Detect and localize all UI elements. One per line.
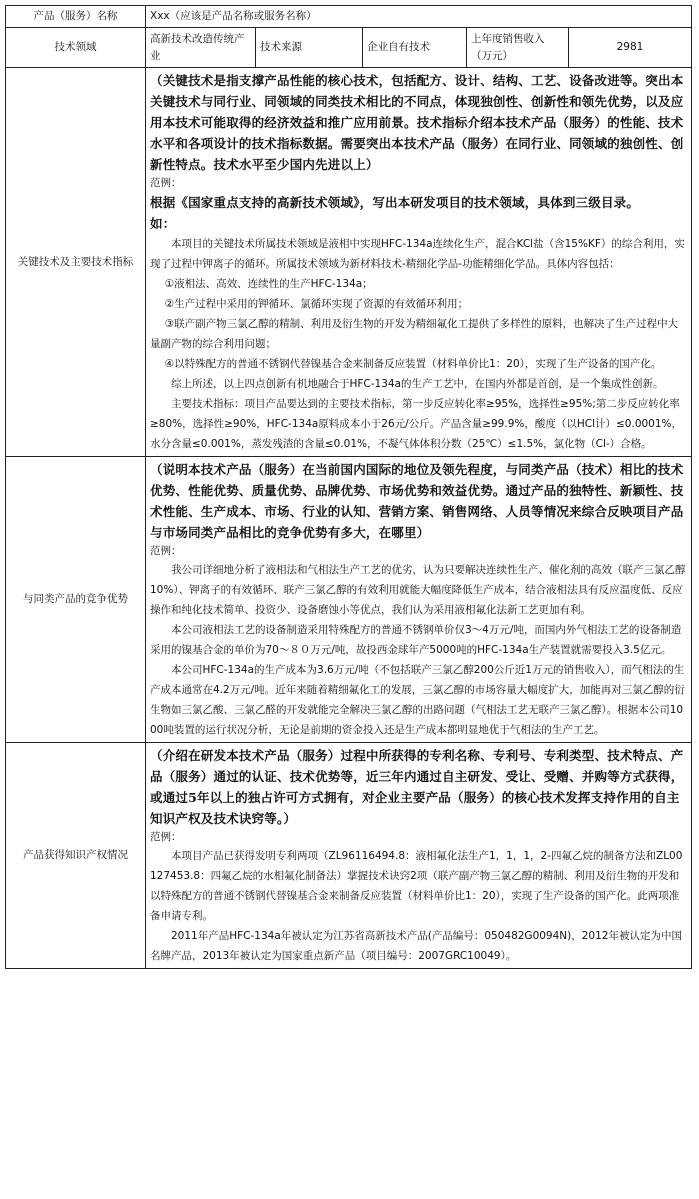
product-name-value: Xxx（应该是产品名称或服务名称） [146, 6, 692, 28]
ip-para-1: 本项目产品已获得发明专利两项（ZL96116494.8：液相氟化法生产1，1，1，2-四氟乙烷的制备方法和ZL00127453.8：四氟乙烷的水相氟化制备法）掌握技术诀窍2项（联产副产物三氯乙醇的精制、利用及衍生物的开发和以特殊配方的普通不锈钢代替镍基合金来制备反应装置（材料单价比1：20），实现了生产设备的国产化。此两项准备申请专利。 [150, 850, 683, 922]
competition-para-1: 我公司详细地分析了液相法和气相法生产工艺的优劣，认为只要解决连续性生产、催化剂的高效（联产三氯乙醇10%）、钾离子的有效循环、联产三氯乙醇的有效利用就能大幅度降低生产成本，结合液相法具有反应温度低、反应操作和纯化技术简单、投资少、设备磨蚀小等优点，我们认为采用液相氟化法新工艺更加有利。 [150, 564, 686, 616]
key-tech-para-2: 综上所述，以上四点创新有机地融合于HFC-134a的生产工艺中，在国内外都是首创，是一个集成性创新。 [171, 378, 664, 390]
competition-row [6, 457, 692, 743]
ip-para-2: 2011年产品HFC-134a年被认定为江苏省高新技术产品(产品编号：050482G0094N)，2012年被认定为中国名牌产品，2013年被认定为国家重点新产品（项目编号：2007GRC10049）。 [150, 930, 682, 962]
key-tech-row [6, 68, 692, 457]
competition-content [146, 457, 692, 743]
sales-label: 上年度销售收入（万元） [467, 28, 569, 68]
key-tech-para-3: 主要技术指标：项目产品要达到的主要技术指标，第一步反应转化率≥95%，选择性≥95%;第二步反应转化率≥80%，选择性≥90%，HFC-134a原料成本小于26元/公斤。产品含量≥99.9%，酸度（以HCl计）≤0.0001%，水分含量≤0.001%，蒸发残渣的含量≤0.01%，不凝气体体积分数（25℃）≤1.5%，氯化物（Cl-）合格。 [150, 398, 683, 450]
ip-content [146, 743, 692, 969]
tech-field-value: 高新技术改造传统产业 [146, 28, 256, 68]
ip-row [6, 743, 692, 969]
declaration-form [5, 5, 692, 969]
competition-intro: （说明本技术产品（服务）在当前国内国际的地位及领先程度，与同类产品（技术）相比的技术优势、性能优势、质量优势、品牌优势、市场优势和效益优势。通过产品的独特性、新颖性、技术性能、生产成本、市场、行业的认知、营销方案、销售网络、人员等情况来综合反映项目产品与市场同类产品相比的竞争优势有多大，在哪里） [150, 462, 684, 540]
key-tech-para-1: 本项目的关键技术所属技术领域是液相中实现HFC-134a连续化生产，混合KCl盐（含15%KF）的综合利用，实现了过程中钾离子的循环。所属技术领域为新材料技术-精细化学品-功能精细化学品。具体内容包括： [150, 238, 685, 270]
key-tech-item-1: ①液相法、高效、连续性的生产HFC-134a； [164, 278, 373, 290]
key-tech-intro: （关键技术是指支撑产品性能的核心技术，包括配方、设计、结构、工艺、设备改进等。突出本关键技术与同行业、同领域的同类技术相比的不同点，体现独创性、创新性和领先优势，以及应用本技术可能取得的经济效益和推广应用前景。技术指标介绍本技术产品（服务）的性能、技术水平和各项设计的技术指标数据。需要突出本技术产品（服务）在同行业、同领域的独创性、创新性特点。技术水平至少国内先进以上） [150, 73, 684, 172]
tech-source-label: 技术来源 [256, 28, 363, 68]
tech-source-value: 企业自有技术 [363, 28, 467, 68]
ip-intro: （介绍在研发本技术产品（服务）过程中所获得的专利名称、专利号、专利类型、技术特点、产品（服务）通过的认证、技术优势等，近三年内通过自主研发、受让、受赠、并购等方式获得，或通过5年以上的独占许可方式拥有，对企业主要产品（服务）的核心技术发挥支持作用的自主知识产权及技术诀窍等。） [150, 748, 684, 826]
competition-label: 与同类产品的竞争优势 [6, 457, 146, 743]
key-tech-item-3: ③联产副产物三氯乙醇的精制、利用及衍生物的开发为精细氟化工提供了多样性的原料，也解决了生产过程中大量副产物的综合利用问题； [150, 318, 679, 350]
key-tech-item-2: ②生产过程中采用的钾循环、氯循环实现了资源的有效循环利用； [164, 298, 469, 310]
key-tech-item-4: ④以特殊配方的普通不锈钢代替镍基合金来制备反应装置（材料单价比1：20），实现了生产设备的国产化。 [164, 358, 662, 370]
key-tech-example-label: 范例： [150, 177, 182, 189]
key-tech-label: 关键技术及主要技术指标 [6, 68, 146, 457]
key-tech-note: 根据《国家重点支持的高新技术领域》，写出本研发项目的技术领域，具体到三级目录。 [150, 195, 640, 210]
product-row [6, 6, 692, 28]
competition-para-2: 本公司液相法工艺的设备制造采用特殊配方的普通不锈钢单价仅3～4万元/吨，而国内外气相法工艺的设备制造采用的镍基合金的单价为70～８０万元/吨，故投西金球年产5000吨的HFC-134a生产装置就需要投入3.5亿元。 [150, 624, 682, 656]
product-name-label: 产品（服务）名称 [6, 6, 146, 28]
ip-example-label: 范例： [150, 831, 182, 843]
sales-value: 2981 [569, 28, 692, 68]
key-tech-content [146, 68, 692, 457]
tech-field-row [6, 28, 692, 68]
ip-label: 产品获得知识产权情况 [6, 743, 146, 969]
competition-para-3: 本公司HFC-134a的生产成本为3.6万元/吨（不包括联产三氯乙醇200公斤近1万元的销售收入），而气相法的生产成本通常在4.2万元/吨。近年来随着精细氟化工的发展，三氯乙醇的市场容量大幅度扩大，加能再对三氯乙醇的衍生物如三氯乙酸、三氯乙醛的开发就能完全解决三氯乙醇的出路问题（气相法工艺无联产三氯乙醇）。根据本公司1000吨装置的运行状况分析，无论是前期的资金投入还是生产成本都明显地优于气相法的生产工艺。 [150, 664, 685, 736]
tech-field-label: 技术领域 [6, 28, 146, 68]
key-tech-ru: 如： [150, 216, 176, 231]
competition-example-label: 范例： [150, 545, 182, 557]
